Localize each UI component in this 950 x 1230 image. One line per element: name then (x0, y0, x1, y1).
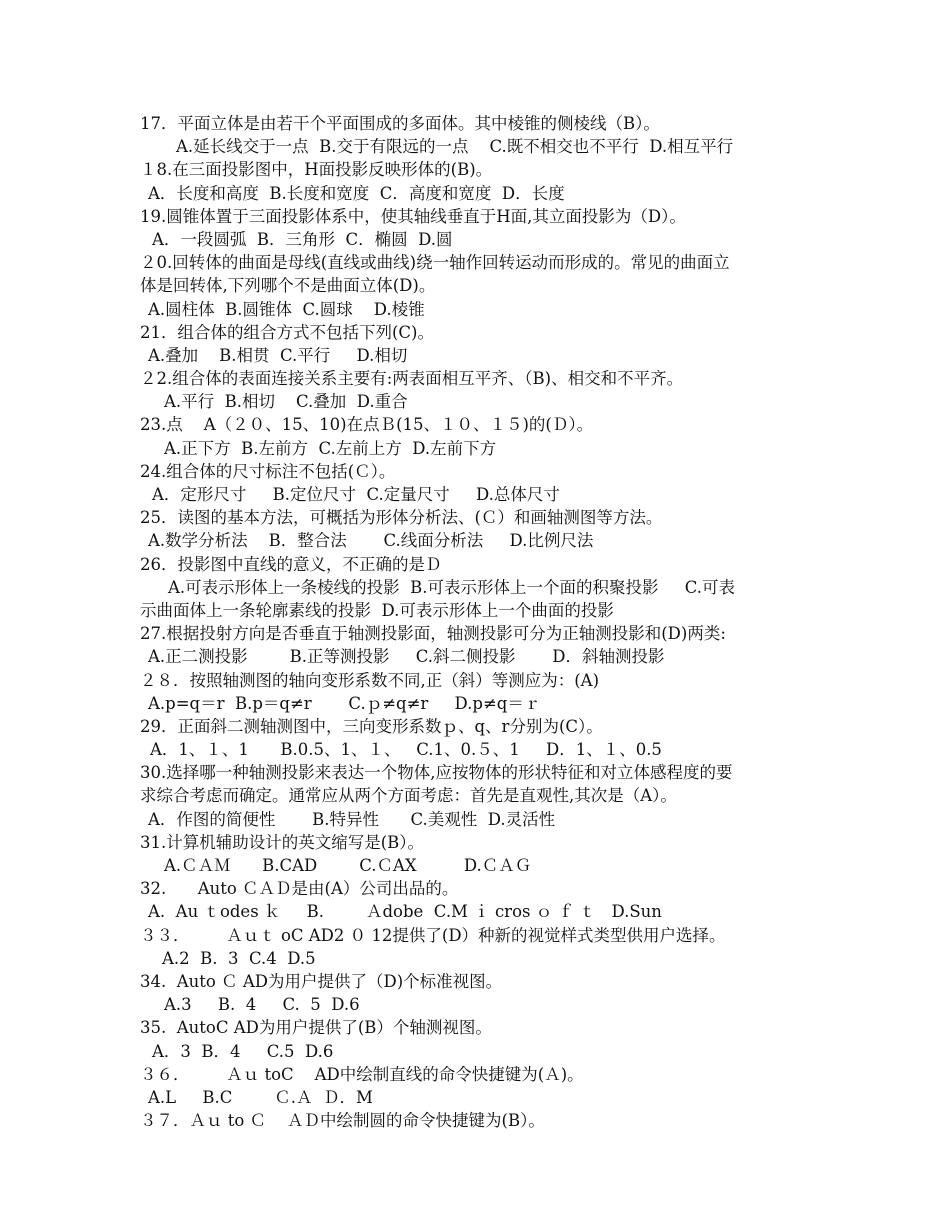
question-19: 19.圆锥体置于三面投影体系中，使其轴线垂直于H面,其立面投影为（D）。 (140, 206, 686, 226)
question-29: 29．正面斜二测轴测图中，三向变形系数ｐ、q、r分别为(C）。 (140, 716, 603, 736)
question-31-options: A.ＣＡＭ B.CAD C.ＣAX D.ＣＡＧ (164, 856, 532, 875)
question-23: 23.点 A（２０、15、10)在点Ｂ(15、１０、１５)的(Ｄ）。 (140, 415, 594, 435)
question-18: １8.在三面投影图中，H面投影反映形体的(B)。 (140, 160, 493, 180)
question-21-options: A.叠加 B.相贯 C.平行 D.相切 (148, 345, 408, 365)
question-32: 32. Auto ＣＡＤ是由(A）公司出品的。 (140, 879, 459, 899)
question-23-options: A.正下方 B.左前方 C.左前上方 D.左前下方 (164, 438, 497, 458)
question-34: 34. Auto Ｃ AD为用户提供了（D)个标准视图。 (140, 971, 503, 991)
question-18-options: A．长度和高度 B.长度和宽度 C．高度和宽度 D．长度 (148, 183, 565, 203)
question-22-options: A.平行 B.相切 C.叠加 D.重合 (164, 392, 408, 412)
question-36-options: A.L B.C Ｃ.Ａ Ｄ．M (148, 1087, 373, 1107)
question-25: 25．读图的基本方法，可概括为形体分析法、(Ｃ）和画轴测图等方法。 (140, 508, 663, 528)
question-31: 31.计算机辅助设计的英文缩写是(B）。 (140, 832, 425, 852)
question-35-options: A．3 B．4 C.5 D.6 (152, 1041, 334, 1061)
question-22: ２2.组合体的表面连接关系主要有:两表面相互平齐、（B)、相交和不平齐。 (140, 369, 684, 389)
question-20-continued: 体是回转体,下列哪个不是曲面立体(D)。 (140, 276, 436, 296)
question-25-options: A.数学分析法 B．整合法 C.线面分析法 D.比例尺法 (148, 531, 594, 551)
question-30-options: A．作图的简便性 B.特异性 C.美观性 D.灵活性 (148, 809, 556, 829)
question-30-continued: 求综合考虑而确定。通常应从两个方面考虑：首先是直观性,其次是（A）。 (140, 786, 677, 806)
question-37: ３７．Ａｕ to Ｃ ＡＤ中绘制圆的命令快捷键为(B）。 (140, 1111, 545, 1131)
question-26-options-continued: 示曲面体上一条轮廓素线的投影 D.可表示形体上一个曲面的投影 (140, 600, 614, 620)
question-30: 30.选择哪一种轴测投影来表达一个物体,应按物体的形状特征和对立体感程度的要 (140, 763, 733, 783)
question-33-options: A.2 B. 3 C.4 D.5 (162, 948, 316, 968)
question-26: 26．投影图中直线的意义，不正确的是Ｄ (140, 554, 442, 574)
question-29-options: A．1、１、1 B.0.5、1、１、 C.1、0.５、1 D．1、１、0.5 (150, 740, 662, 760)
question-28: ２８．按照轴测图的轴向变形系数不同,正（斜）等测应为：(A) (140, 670, 600, 690)
question-27-options: A.正二测投影 B.正等测投影 C.斜二侧投影 D．斜轴测投影 (148, 647, 665, 667)
question-36: ３６． Ａｕ toC AD中绘制直线的命令快捷键为(Ａ)。 (140, 1064, 584, 1084)
question-20-options: A.圆柱体 B.圆锥体 C.圆球 D.棱锥 (148, 299, 425, 319)
question-17: 17．平面立体是由若干个平面围成的多面体。其中棱锥的侧棱线（B）。 (140, 114, 660, 133)
question-28-options: A.p=q＝r B.p＝q≠r C.ｐ≠q≠r D.p≠q＝ｒ (148, 693, 541, 713)
document-body (0, 112, 950, 1132)
question-33: ３３． Ａｕｔ oC AD2 ０ 12提供了(D）种新的视觉样式类型供用户选择。 (140, 925, 726, 945)
question-27: 27.根据投射方向是否垂直于轴测投影面，轴测投影可分为正轴测投影和(D)两类: (140, 624, 726, 644)
question-32-options: A. Au ｔodes ｋ B. Ａdobe C.M ｉ cros ｏ ｆ ｔ D.Sun (148, 902, 662, 922)
question-17-options: A.延长线交于一点 B.交于有限远的一点 C.既不相交也不平行 D.相互平行 (176, 137, 734, 157)
question-24-options: A．定形尺寸 B.定位尺寸 C.定量尺寸 D.总体尺寸 (152, 485, 560, 504)
question-24: 24.组合体的尺寸标注不包括(Ｃ）。 (140, 461, 396, 481)
question-21: 21．组合体的组合方式不包括下列(C)。 (140, 322, 434, 342)
question-19-options: A．一段圆弧 B．三角形 C．椭圆 D.圆 (152, 229, 453, 249)
question-20: ２0.回转体的曲面是母线(直线或曲线)绕一轴作回转运动而形成的。常见的曲面立 (140, 253, 730, 273)
question-35: 35. AutoC AD为用户提供了(B）个轴测视图。 (140, 1018, 492, 1038)
question-26-options: A.可表示形体上一条棱线的投影 B.可表示形体上一个面的积聚投影 C.可表 (168, 577, 736, 597)
question-34-options: A.3 B. 4 C. 5 D.6 (164, 995, 360, 1015)
